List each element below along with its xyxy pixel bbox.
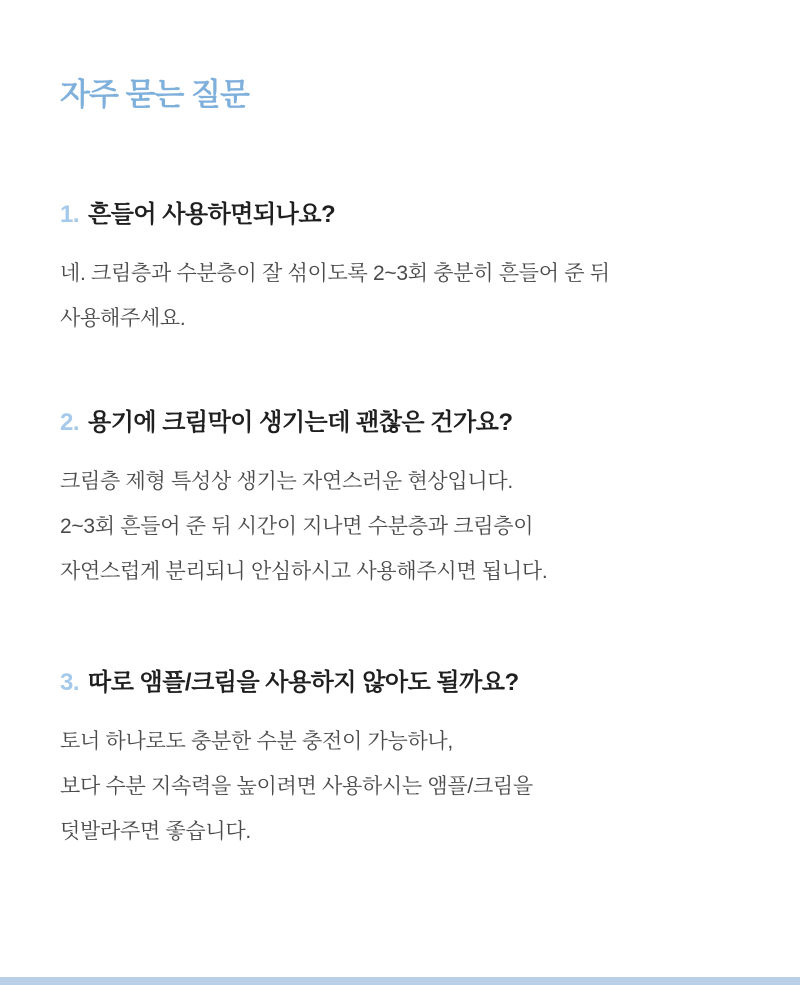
answer-line: 네. 크림층과 수분층이 잘 섞이도록 2~3회 충분히 흔들어 준 뒤 [60, 261, 610, 285]
answer-line: 사용해주세요. [60, 306, 186, 330]
faq-item-2 [60, 407, 740, 594]
faq-answer [60, 719, 740, 854]
faq-answer [60, 251, 740, 341]
faq-item-3 [60, 667, 740, 854]
faq-answer [60, 459, 740, 594]
answer-line: 보다 수분 지속력을 높이려면 사용하시는 앰플/크림을 [60, 775, 533, 799]
question-text: 용기에 크림막이 생기는데 괜찮은 건가요? [88, 408, 513, 436]
question-text: 흔들어 사용하면되나요? [88, 200, 336, 228]
faq-question-row [60, 199, 740, 230]
question-number: 2. [60, 408, 80, 436]
question-number: 3. [60, 669, 80, 697]
answer-line: 토너 하나로도 충분한 수분 충전이 가능하나, [60, 730, 453, 754]
page-title: 자주 묻는 질문 [60, 77, 249, 112]
answer-line: 자연스럽게 분리되니 안심하시고 사용해주시면 됩니다. [60, 560, 548, 584]
question-text: 따로 앰플/크림을 사용하지 않아도 될까요? [88, 669, 519, 697]
section-divider-bar [0, 977, 800, 985]
answer-line: 크림층 제형 특성상 생기는 자연스러운 현상입니다. [60, 470, 513, 494]
question-number: 1. [60, 200, 80, 228]
answer-line: 2~3회 흔들어 준 뒤 시간이 지나면 수분층과 크림층이 [60, 515, 534, 539]
faq-question-row [60, 667, 740, 698]
faq-question-row [60, 407, 740, 438]
answer-line: 덧발라주면 좋습니다. [60, 820, 251, 844]
faq-item-1 [60, 199, 740, 341]
